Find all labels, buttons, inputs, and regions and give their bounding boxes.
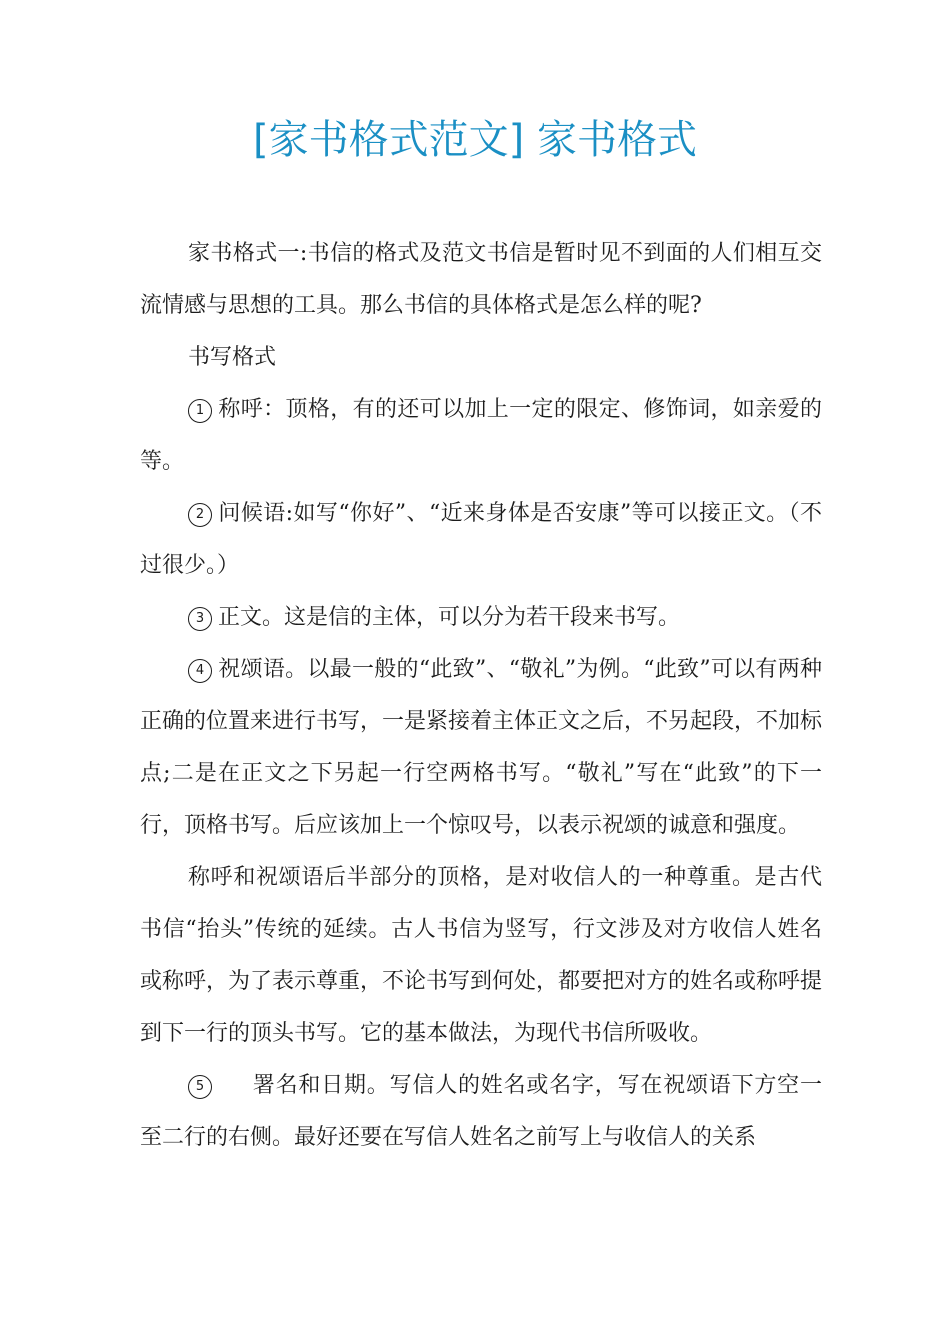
paragraph-text: 称呼：顶格，有的还可以加上一定的限定、修饰词，如亲爱的等。 — [140, 397, 822, 474]
paragraph-text: 家书格式一:书信的格式及范文书信是暂时见不到面的人们相互交流情感与思想的工具。那么书信的具体格式是怎么样的呢? — [140, 241, 822, 318]
paragraph-text: 书写格式 — [188, 345, 277, 370]
paragraph-item-4 — [140, 644, 822, 852]
circled-number-1: 1 — [188, 399, 212, 423]
document-body — [140, 228, 822, 1164]
paragraph-item-1 — [140, 384, 822, 488]
paragraph-text: 祝颂语。以最一般的“此致”、“敬礼”为例。“此致”可以有两种正确的位置来进行书写，一是紧接着主体正文之后，不另起段，不加标点;二是在正文之下另起一行空两格书写。“敬礼”写在“此致”的下一行，顶格书写。后应该加上一个惊叹号，以表示祝颂的诚意和强度。 — [140, 657, 823, 838]
paragraph-text: 署名和日期。写信人的姓名或名字，写在祝颂语下方空一至二行的右侧。最好还要在写信人姓名之前写上与收信人的关系 — [140, 1073, 822, 1150]
document-title: [家书格式范文] 家书格式 — [253, 117, 697, 163]
paragraph-intro — [140, 228, 822, 332]
paragraph-item-2 — [140, 488, 822, 592]
circled-number-3: 3 — [188, 607, 212, 631]
circled-number-5: 5 — [188, 1075, 212, 1099]
paragraph-text: 问候语:如写“你好”、“近来身体是否安康”等可以接正文。（不过很少。） — [140, 501, 822, 578]
circled-number-2: 2 — [188, 503, 212, 527]
circled-number-4: 4 — [188, 659, 212, 683]
paragraph-text: 正文。这是信的主体，可以分为若干段来书写。 — [218, 605, 681, 630]
paragraph-item-5 — [140, 1060, 822, 1164]
paragraph-text: 称呼和祝颂语后半部分的顶格，是对收信人的一种尊重。是古代书信“抬头”传统的延续。古人书信为竖写，行文涉及对方收信人姓名或称呼，为了表示尊重，不论书写到何处，都要把对方的姓名或称呼提到下一行的顶头书写。它的基本做法，为现代书信所吸收。 — [140, 865, 823, 1046]
paragraph-section-heading — [140, 332, 822, 384]
paragraph-item-3 — [140, 592, 822, 644]
paragraph-explanation — [140, 852, 822, 1060]
